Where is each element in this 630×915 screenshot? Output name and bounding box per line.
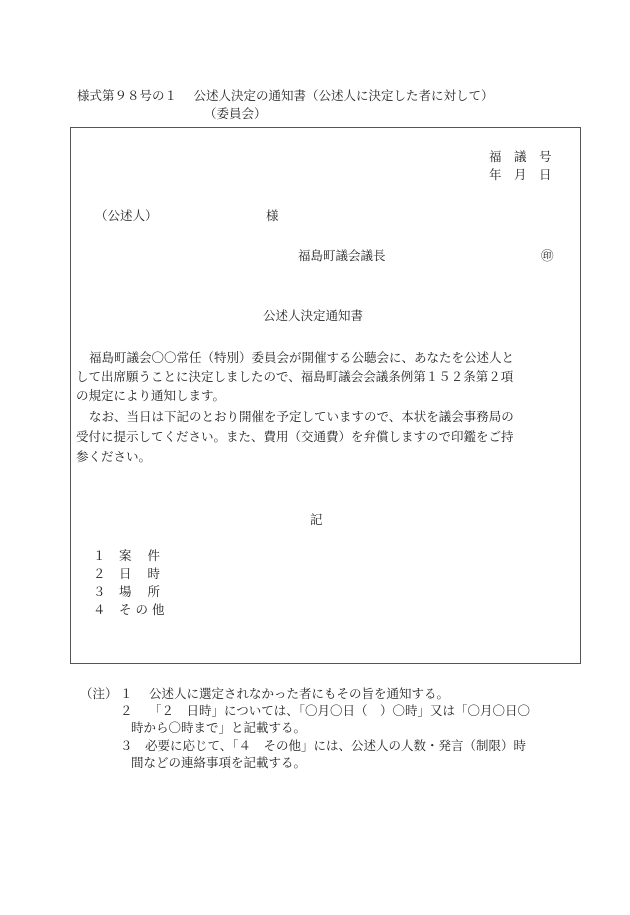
recipient-label: （公述人） — [95, 208, 158, 223]
list-item — [93, 564, 176, 582]
recipient-honorific: 様 — [266, 208, 279, 223]
item-number: １ — [93, 548, 106, 563]
list-item — [93, 582, 176, 600]
paragraph1-line3: の規定により通知します。 — [76, 388, 226, 403]
item-number: ３ — [93, 584, 106, 599]
ki-heading: 記 — [310, 512, 323, 527]
note-3-line2: 間などの連絡事項を記載する。 — [131, 755, 307, 770]
item-label: その他 — [119, 602, 169, 617]
item-number: ２ — [93, 566, 106, 581]
paragraph2-line3: 参ください。 — [76, 449, 152, 464]
item-label: 場所 — [119, 584, 177, 599]
paragraph1-line2: して出席願うことに決定しましたので、福島町議会会議条例第１５２条第２項 — [76, 369, 514, 384]
list-item — [93, 600, 169, 618]
note-2-line1: ２ 「２ 日時」については、「〇月〇日（ ）〇時」又は「〇月〇日〇 — [120, 703, 530, 718]
item-label: 案件 — [119, 548, 177, 563]
note-3-line1: ３ 必要に応じて、「４ その他」には、公述人の人数・発言（制限）時 — [120, 738, 527, 753]
sender-name: 福島町議会議長 — [298, 248, 386, 263]
list-item — [93, 546, 176, 564]
note-1: １ 公述人に選定されなかった者にもその旨を通知する。 — [120, 686, 449, 701]
document-number: 福 議 号 — [489, 149, 552, 164]
paragraph2-line2: 受付に提示してください。また、費用（交通費）を弁償しますので印鑑をご持 — [76, 429, 514, 444]
note-2-line2: 時から〇時まで」と記載する。 — [131, 720, 307, 735]
form-number-title: 様式第９８号の１ 公述人決定の通知書（公述人に決定した者に対して） — [77, 88, 494, 103]
paragraph1-line1: 福島町議会〇〇常任（特別）委員会が開催する公聴会に、あなたを公述人と — [89, 350, 515, 365]
item-number: ４ — [93, 602, 106, 617]
form-subtitle: （委員会） — [204, 106, 267, 121]
note-prefix: （注） — [80, 686, 118, 701]
document-title: 公述人決定通知書 — [263, 308, 364, 323]
document-date: 年 月 日 — [489, 167, 552, 182]
item-label: 日時 — [119, 566, 177, 581]
seal-mark: ㊞ — [541, 248, 554, 263]
paragraph2-line1: なお、当日は下記のとおり開催を予定していますので、本状を議会事務局の — [89, 409, 514, 424]
